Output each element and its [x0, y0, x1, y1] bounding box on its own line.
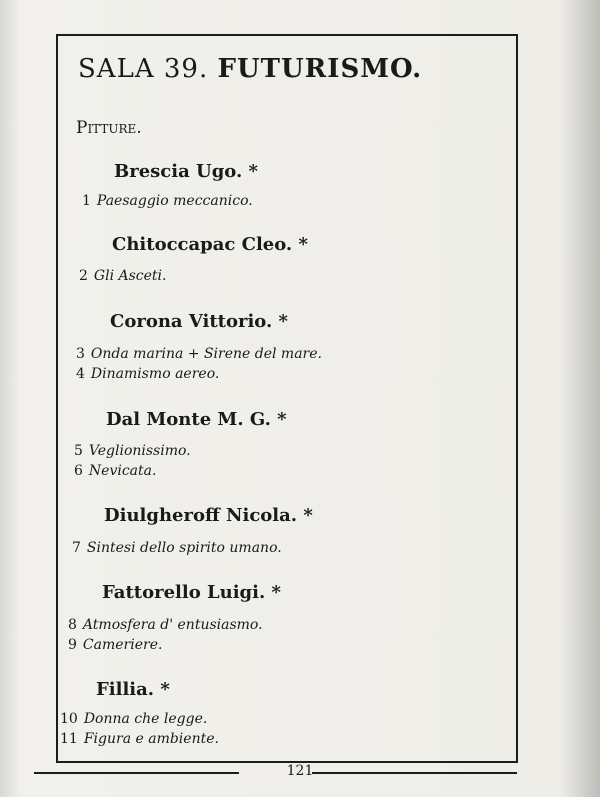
artist-name: Fillia. *: [96, 679, 170, 700]
section-title: Pitture.: [76, 118, 142, 138]
artwork-number: 9: [68, 637, 77, 653]
artwork-number: 11: [60, 731, 78, 747]
artwork-item: [68, 637, 162, 653]
artwork-number: 2: [79, 268, 88, 284]
artwork-title: Atmosfera d' entusiasmo.: [82, 617, 263, 633]
artwork-number: 10: [60, 711, 78, 727]
page-title: [78, 54, 422, 84]
artwork-number: 4: [76, 366, 85, 382]
artist-name: Dal Monte M. G. *: [106, 409, 287, 430]
artwork-number: 7: [72, 540, 81, 556]
artwork-item: [79, 268, 167, 284]
artwork-title: Gli Asceti.: [93, 268, 167, 284]
artwork-number: 6: [74, 463, 83, 479]
artwork-title: Nevicata.: [88, 463, 157, 479]
artist-name: Chitoccapac Cleo. *: [112, 234, 308, 255]
artwork-title: Paesaggio meccanico.: [96, 193, 253, 209]
artwork-title: Figura e ambiente.: [83, 731, 219, 747]
artwork-title: Sintesi dello spirito umano.: [86, 540, 282, 556]
artist-name: Corona Vittorio. *: [110, 311, 288, 332]
artwork-number: 1: [82, 193, 91, 209]
artwork-title: Onda marina + Sirene del mare.: [90, 346, 322, 362]
artwork-item: [82, 193, 253, 209]
artwork-title: Donna che legge.: [83, 711, 208, 727]
artwork-title: Cameriere.: [82, 637, 163, 653]
artist-name: Diulgheroff Nicola. *: [104, 505, 313, 526]
artwork-item: [72, 540, 282, 556]
page-number: 121: [286, 763, 314, 779]
page-border-frame: [56, 34, 518, 763]
artwork-number: 5: [74, 443, 83, 459]
artwork-item: [76, 346, 322, 362]
artwork-title: Dinamismo aereo.: [90, 366, 220, 382]
artwork-item: [60, 731, 219, 747]
artwork-item: [74, 463, 156, 479]
movement-label: FUTURISMO.: [217, 54, 423, 84]
artwork-item: [68, 617, 263, 633]
artwork-item: [60, 711, 207, 727]
artist-name: Fattorello Luigi. *: [102, 582, 281, 603]
artwork-item: [74, 443, 191, 459]
artwork-item: [76, 366, 219, 382]
artwork-title: Veglionissimo.: [88, 443, 191, 459]
room-label: SALA 39.: [78, 54, 209, 84]
artwork-number: 3: [76, 346, 85, 362]
artist-name: Brescia Ugo. *: [114, 161, 258, 182]
artwork-number: 8: [68, 617, 77, 633]
